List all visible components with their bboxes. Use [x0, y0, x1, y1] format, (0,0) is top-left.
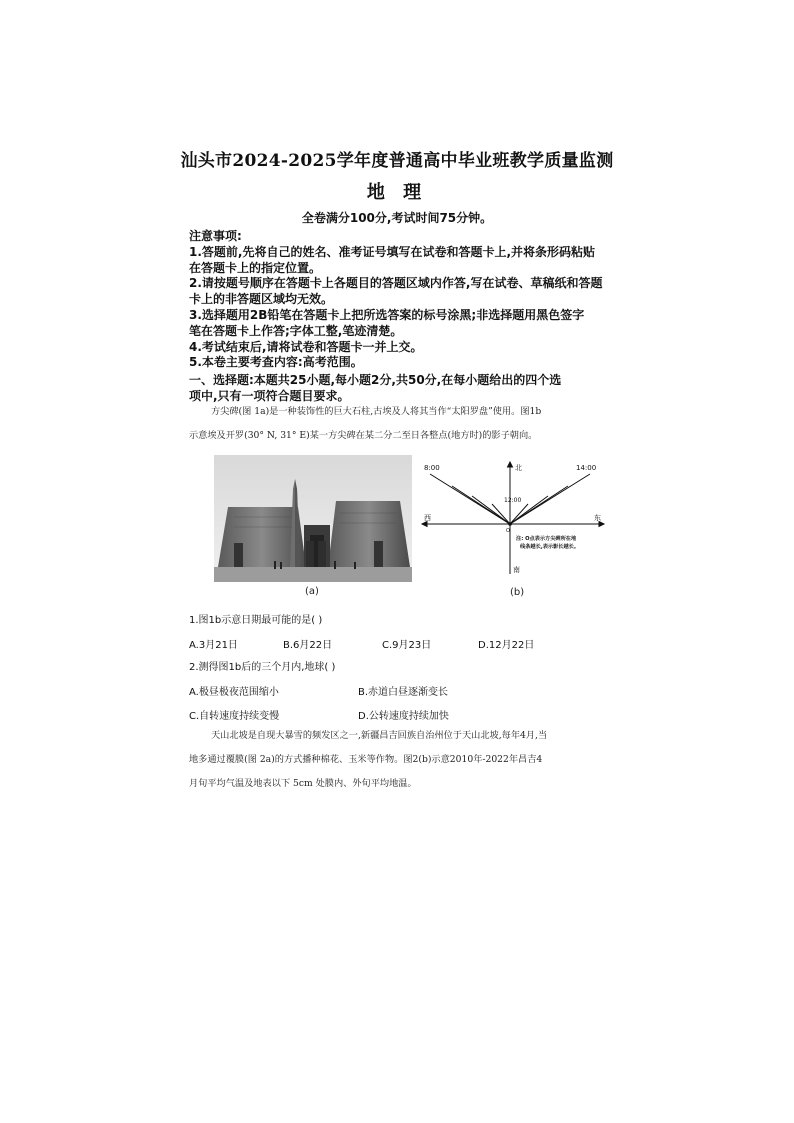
- origin-label: O: [506, 528, 510, 534]
- west-label: 西: [424, 514, 431, 522]
- exam-title: 汕头市2024-2025学年度普通高中毕业班教学质量监测: [180, 151, 614, 171]
- passage-tianshan: [189, 724, 619, 796]
- notice-line: 1.答题前,先将自己的姓名、准考证号填写在试卷和答题卡上,并将条形码粘贴: [189, 244, 596, 259]
- south-label: 南: [513, 566, 520, 574]
- subject-title: 地 理: [366, 182, 428, 203]
- east-label: 东: [594, 514, 601, 522]
- figure-1b-caption: (b): [510, 587, 525, 598]
- question-1-option-d: D.12月22日: [478, 640, 535, 651]
- question-1-option-a: A.3月21日: [189, 640, 238, 651]
- notice-line: 5.本卷主要考查内容:高考范围。: [189, 355, 363, 370]
- passage-line: 方尖碑(图 1a)是一种装饰性的巨大石柱,古埃及人将其当作“太阳罗盘”使用。图1b: [211, 406, 542, 417]
- notice-block: [189, 229, 619, 371]
- shadow-line: [452, 486, 510, 524]
- east-arrow-icon: [599, 522, 604, 527]
- figure-1a-caption: (a): [305, 586, 319, 597]
- notice-heading: 注意事项:: [189, 229, 242, 243]
- question-1-option-b: B.6月22日: [283, 640, 333, 651]
- question-2-option-c: C.自转速度持续变慢: [189, 711, 280, 722]
- notice-line: 2.请按题号顺序在答题卡上各题目的答题区域内作答,写在试卷、草稿纸和答题: [189, 276, 603, 291]
- passage-line: 地多通过覆膜(图 2a)的方式播种棉花、玉米等作物。图2(b)示意2010年-2022年昌吉4: [189, 754, 543, 765]
- question-1-stem: 1.图1b示意日期最可能的是( ): [189, 615, 323, 626]
- section-line: 项中,只有一项符合题目要求。: [189, 389, 350, 403]
- time-label-0800: 8:00: [424, 464, 440, 472]
- passage-line: 示意埃及开罗(30° N, 31° E)某一方尖碑在某二分二至日各整点(地方时)的影子朝向。: [189, 430, 538, 441]
- time-label-1200: 12:00: [504, 497, 522, 504]
- question-2-option-b: B.赤道白昼逐渐变长: [358, 687, 449, 698]
- notice-line: 在答题卡上的指定位置。: [189, 260, 322, 275]
- shadow-line-1400: [510, 474, 590, 524]
- question-2-option-d: D.公转速度持续加快: [358, 711, 449, 722]
- notice-line: 卡上的非答题区域均无效。: [189, 292, 334, 307]
- passage-line: 月旬平均气温及地表以下 5cm 处膜内、外旬平均地温。: [189, 778, 417, 789]
- temple-photo-illustration: [214, 455, 412, 582]
- question-2-stem: 2.测得图1b后的三个月内,地球( ): [189, 662, 336, 673]
- passage-obelisk: [189, 400, 619, 448]
- time-label-1400: 14:00: [576, 464, 597, 472]
- shadow-direction-diagram: [416, 456, 612, 582]
- section-line: 一、选择题:本题共25小题,每小题2分,共50分,在每小题给出的四个选: [189, 373, 562, 387]
- question-1-option-c: C.9月23日: [382, 640, 432, 651]
- notice-line: 笔在答题卡上作答;字体工整,笔迹清楚。: [189, 323, 403, 338]
- legend-line: 注: O点表示方尖碑所在地: [516, 536, 577, 542]
- north-arrow-icon: [508, 462, 513, 467]
- passage-line: 天山北坡是自现大暴雪的频发区之一,新疆昌吉回族自治州位于天山北坡,每年4月,当: [211, 730, 548, 741]
- figure-1b-diagram: [416, 456, 612, 582]
- west-arrow-icon: [422, 522, 427, 527]
- full-score-note: 全卷满分100分,考试时间75分钟。: [301, 211, 493, 225]
- north-label: 北: [515, 464, 522, 472]
- notice-line: 4.考试结束后,请将试卷和答题卡一并上交。: [189, 339, 423, 354]
- legend-line: 线条越长,表示影长越长。: [520, 544, 580, 550]
- notice-line: 3.选择题用2B铅笔在答题卡上把所选答案的标号涂黑;非选择题用黑色签字: [189, 307, 585, 322]
- question-2-option-a: A.极昼极夜范围缩小: [189, 687, 279, 698]
- obelisk-point: [508, 522, 512, 526]
- figure-1a-photo: [214, 455, 412, 582]
